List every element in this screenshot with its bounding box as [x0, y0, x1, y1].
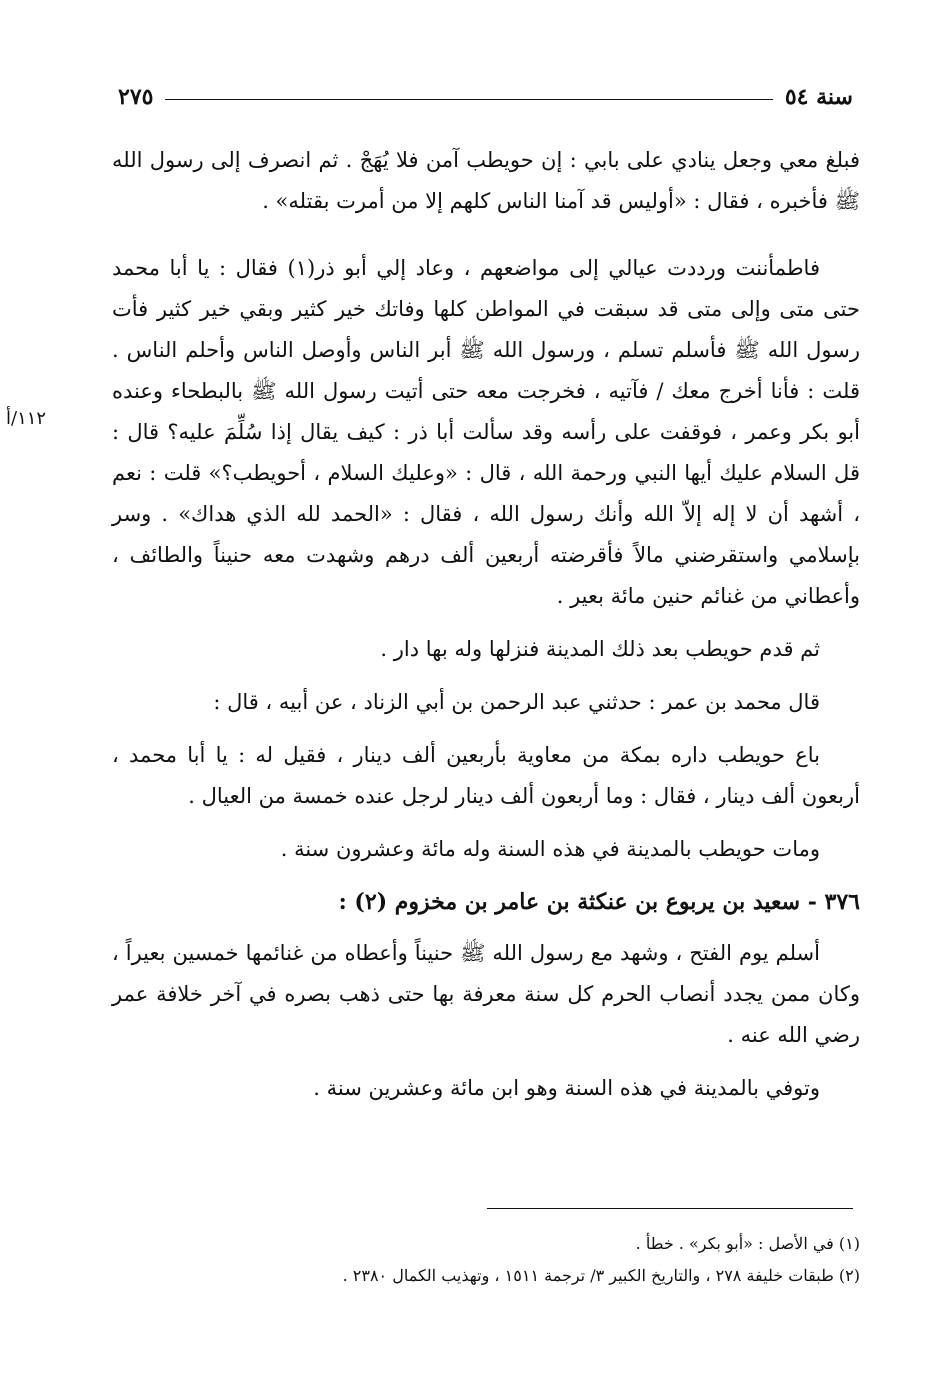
paragraph: فبلغ معي وجعل ينادي على بابي : إن حويطب آمن فلا يُهَجْ . ثم انصرف إلى رسول الله ﷺ فأخبره ، فقال : «أوليس قد آمنا الناس كلهم إلا من أمرت بقتله» .: [112, 148, 860, 213]
footnote: (١) في الأصل : «أبو بكر» . خطأ .: [635, 1234, 860, 1253]
header-rule: [165, 99, 772, 100]
paragraph: قال محمد بن عمر : حدثني عبد الرحمن بن أبي الزناد ، عن أبيه ، قال :: [213, 690, 820, 714]
footnotes: [112, 1228, 860, 1292]
paragraph: وتوفي بالمدينة في هذه السنة وهو ابن مائة وعشرين سنة .: [313, 1076, 820, 1100]
paragraph: ومات حويطب بالمدينة في هذه السنة وله مائة وعشرون سنة .: [280, 837, 820, 861]
running-header: [118, 84, 853, 110]
margin-folio-note: ١١٢/أ: [6, 408, 47, 429]
page-number: ٢٧٥: [118, 84, 154, 110]
paragraph: باع حويطب داره بمكة من معاوية بأربعين ألف دينار ، فقيل له : يا أبا محمد ، أربعون ألف دينار ، فقال : وما أربعون ألف دينار لرجل عنده خمسة من العيال .: [112, 743, 860, 808]
section-title: سنة ٥٤: [784, 84, 853, 110]
entry-heading: ٣٧٦ - سعيد بن يربوع بن عنكثة بن عامر بن مخزوم (٢) :: [338, 889, 860, 915]
footnote: (٢) طبقات خليفة ٢٧٨ ، والتاريخ الكبير ٣/ ترجمة ١٥١١ ، وتهذيب الكمال ٢٣٨٠ .: [342, 1266, 860, 1285]
main-text: [112, 140, 860, 1121]
footnote-rule: [487, 1208, 853, 1209]
paragraph: فاطمأننت ورددت عيالي إلى مواضعهم ، وعاد إلي أبو ذر(١) فقال : يا أبا محمد حتى متى وإلى متى قد سبقت في المواطن كلها وفاتك خير كثير وبقي خير كثير فأت رسول الله ﷺ فأسلم تسلم ، ورسول الله ﷺ أبر الناس وأوصل الناس وأحلم الناس . قلت : فأنا أخرج معك / فآتيه ، فخرجت معه حتى أتيت رسول الله ﷺ بالبطحاء وعنده أبو بكر وعمر ، فوقفت على رأسه وقد سألت أبا ذر : كيف يقال إذا سُلِّمَ عليه؟ قال : قل السلام عليك أيها النبي ورحمة الله ، قال : «وعليك السلام ، أحويطب؟» قلت : نعم ، أشهد أن لا إله إلاّ الله وأنك رسول الله ، فقال : «الحمد لله الذي هداك» . وسر بإسلامي واستقرضني مالاً فأقرضته أربعين ألف درهم وشهدت معه حنيناً والطائف ، وأعطاني من غنائم حنين مائة بعير .: [112, 256, 860, 608]
paragraph: ثم قدم حويطب بعد ذلك المدينة فنزلها وله بها دار .: [380, 637, 820, 661]
paragraph: أسلم يوم الفتح ، وشهد مع رسول الله ﷺ حنيناً وأعطاه من غنائمها خمسين بعيراً ، وكان ممن يجدد أنصاب الحرم كل سنة معرفة بها حتى ذهب بصره في آخر خلافة عمر رضي الله عنه .: [112, 941, 860, 1047]
